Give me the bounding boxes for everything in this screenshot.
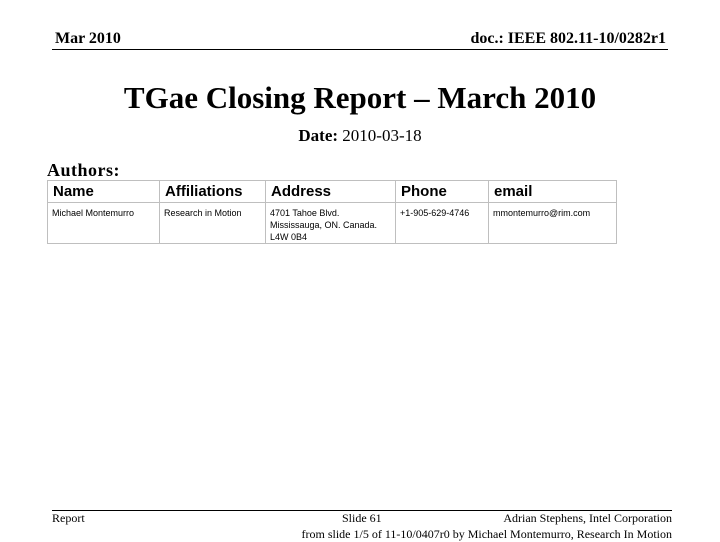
date-value: 2010-03-18: [342, 126, 422, 145]
authors-label: Authors:: [47, 160, 121, 180]
slide-title: TGae Closing Report – March 2010: [123, 80, 597, 115]
author-email: mmontemurro@rim.com: [489, 203, 617, 244]
footer-source-note: from slide 1/5 of 11-10/0407r0 by Michael Montemurro, Research In Motion: [301, 527, 672, 541]
date-label: Date:: [298, 126, 339, 145]
authors-table-header-row: [48, 181, 617, 203]
header-divider: [52, 49, 668, 50]
author-name: Michael Montemurro: [48, 203, 160, 244]
column-header-email: email: [489, 181, 617, 203]
address-line: Mississauga, ON. Canada.: [270, 220, 378, 230]
column-header-phone: Phone: [396, 181, 489, 203]
column-header-affiliations: Affiliations: [160, 181, 266, 203]
header-doc-id: doc.: IEEE 802.11-10/0282r1: [470, 30, 666, 47]
footer-slide-number: Slide 61: [342, 511, 382, 525]
authors-table: [47, 180, 617, 244]
column-header-address: Address: [266, 181, 396, 203]
footer-left: Report: [52, 511, 85, 525]
column-header-name: Name: [48, 181, 160, 203]
address-line: L4W 0B4: [270, 232, 308, 242]
table-row: [48, 203, 617, 244]
footer-author: Adrian Stephens, Intel Corporation: [503, 511, 672, 525]
author-affiliation: Research in Motion: [160, 203, 266, 244]
header-date: Mar 2010: [55, 30, 121, 47]
author-address: [266, 203, 396, 244]
date-line: [0, 126, 720, 146]
author-phone: +1-905-629-4746: [396, 203, 489, 244]
address-line: 4701 Tahoe Blvd.: [270, 208, 340, 218]
